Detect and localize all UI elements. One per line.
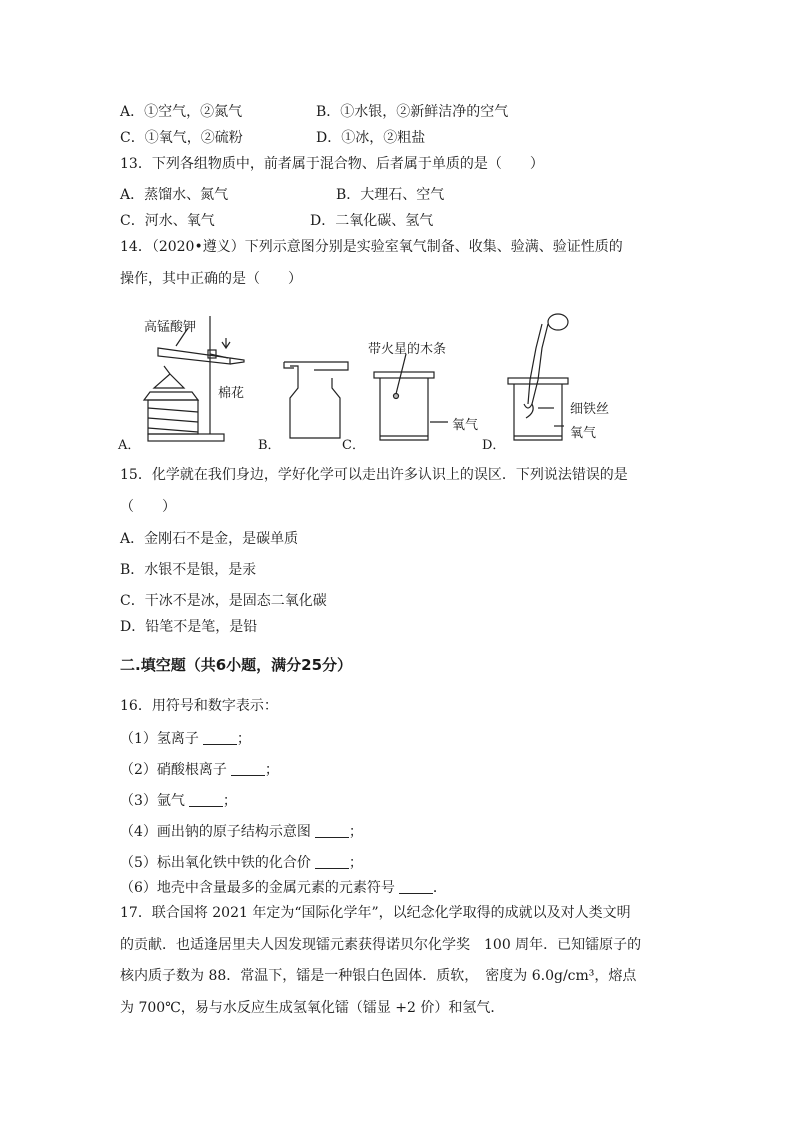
alcohol-lamp-flame — [154, 366, 184, 388]
answer-blank — [315, 823, 349, 838]
answer-blank — [189, 792, 223, 807]
answer-blank — [203, 730, 237, 745]
answer-blank — [399, 879, 433, 894]
q17-line2: 的贡献．也适逢居里夫人因发现镭元素获得诺贝尔化学奖 100 周年．已知镭原子的 — [120, 937, 642, 953]
figure-letter-b: B． — [258, 438, 281, 453]
q12-option-a: A．①空气，②氮气 — [120, 104, 243, 120]
label-potassium-permanganate: 高锰酸钾 — [144, 320, 197, 335]
q12-option-d: D．①冰，②粗盐 — [316, 130, 426, 146]
q14-stem-line1: 14．（2020•遵义）下列示意图分别是实验室氧气制备、收集、验满、验证性质的 — [120, 239, 623, 255]
gas-bottle-c — [380, 378, 428, 440]
figure-letter-a: A． — [118, 438, 141, 453]
answer-blank — [231, 761, 265, 776]
glowing-splint — [396, 354, 406, 394]
test-tube — [158, 348, 230, 364]
q16-item-2: （2）硝酸根离子 ； — [120, 762, 279, 778]
q16-stem: 16．用符号和数字表示： — [120, 698, 278, 714]
q15-option-a: A．金刚石不是金，是碳单质 — [120, 531, 299, 547]
label-cotton: 棉花 — [218, 386, 245, 401]
q16-item-1: （1）氢离子 ； — [120, 731, 251, 747]
gas-bottle-d — [514, 384, 562, 440]
figure-letter-c: C． — [342, 438, 365, 453]
answer-blank — [315, 854, 349, 869]
section-heading-fill-in: 二.填空题（共6小题，满分25分） — [120, 656, 353, 674]
q14-apparatus-figure — [118, 308, 638, 452]
q13-option-b: B．大理石、空气 — [336, 187, 445, 203]
q13-stem: 13．下列各组物质中，前者属于混合物、后者属于单质的是（ ） — [120, 156, 544, 172]
q16-item-6: （6）地壳中含量最多的金属元素的元素符号 ． — [120, 880, 447, 896]
q17-line4: 为 700℃，易与水反应生成氢氧化镭（镭显 +2 价）和氢气． — [120, 1000, 505, 1016]
label-oxygen-c: 氧气 — [452, 418, 479, 433]
q15-stem-line2: （ ） — [120, 499, 176, 515]
label-glowing-splint: 带火星的木条 — [368, 342, 447, 357]
figure-letter-d: D． — [482, 438, 506, 453]
q17-line3: 核内质子数为 88．常温下，镭是一种银白色固体．质软， 密度为 6.0g/cm³，熔点 — [120, 968, 637, 984]
q16-item-5: （5）标出氧化铁中铁的化合价 ； — [120, 855, 363, 871]
q15-option-b: B．水银不是银，是汞 — [120, 562, 257, 578]
q15-option-c: C．干冰不是冰，是固态二氧化碳 — [120, 593, 327, 609]
q14-stem-line2: 操作，其中正确的是（ ） — [120, 271, 302, 287]
q15-option-d: D．铅笔不是笔，是铅 — [120, 619, 258, 635]
q12-option-c: C．①氧气，②硫粉 — [120, 130, 243, 146]
iron-wire — [524, 404, 533, 418]
q17-line1: 17．联合国将 2021 年定为“国际化学年”，以纪念化学取得的成就以及对人类文明 — [120, 905, 631, 921]
q16-item-4: （4）画出钠的原子结构示意图 ； — [120, 824, 363, 840]
stand-base — [148, 434, 224, 441]
gas-bottle-b — [290, 366, 340, 438]
q16-item-3: （3）氩气 ； — [120, 793, 237, 809]
q12-option-b: B．①水银，②新鲜洁净的空气 — [316, 104, 509, 120]
q15-stem-line1: 15．化学就在我们身边，学好化学可以走出许多认识上的误区．下列说法错误的是 — [120, 467, 628, 483]
label-iron-wire: 细铁丝 — [570, 402, 610, 417]
q13-option-d: D．二氧化碳、氢气 — [310, 213, 434, 229]
q13-option-a: A．蒸馏水、氮气 — [120, 187, 229, 203]
label-oxygen-d: 氧气 — [570, 426, 597, 441]
q13-option-c: C．河水、氧气 — [120, 213, 215, 229]
